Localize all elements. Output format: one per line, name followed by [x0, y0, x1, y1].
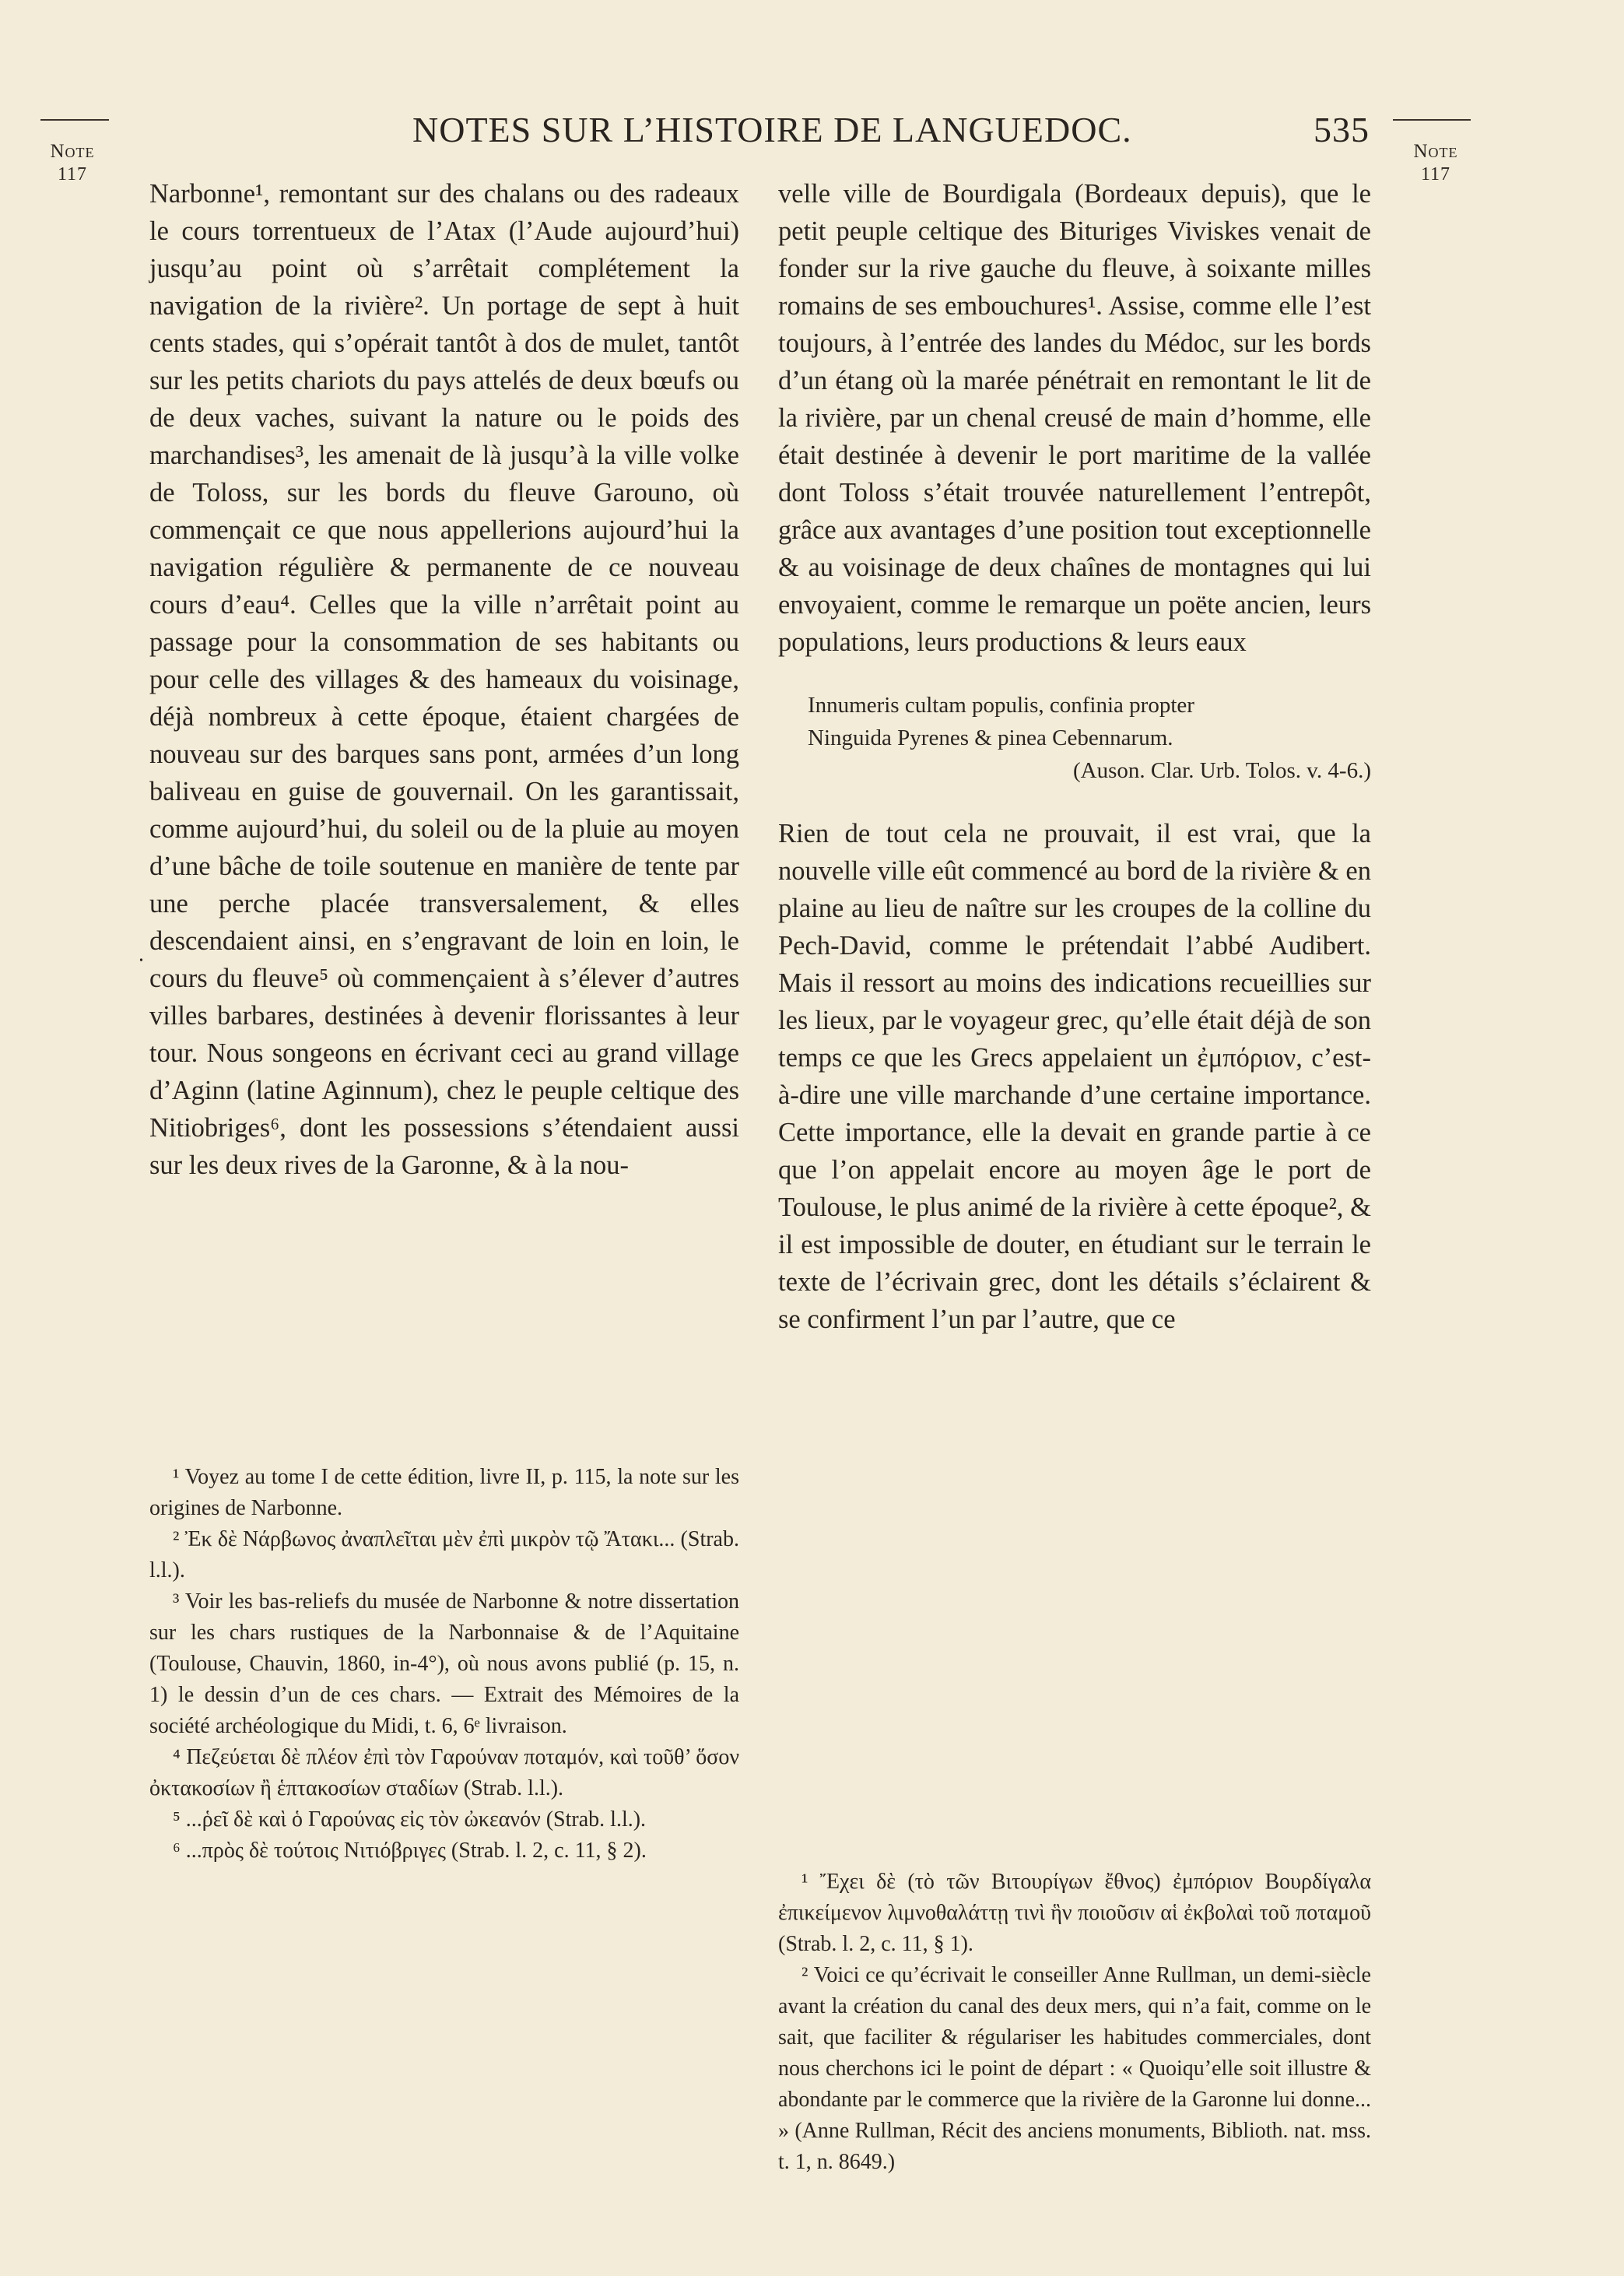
page-number: 535 [1314, 110, 1370, 149]
left-paragraph: Narbonne¹, remontant sur des chalans ou des radeaux le cours torrentueux de l’Atax (l’Aude aujourd’hui) jusqu’au point où s’arrêtait complétement la navigation de la rivière². Un portage de sept à huit cents stades, qui s’opérait tantôt à dos de mulet, tantôt sur les petits chariots du pays attelés de deux bœufs ou de deux vaches, suivant la nature ou le poids des marchandises³, les amenait de là jusqu’à la ville volke de Toloss, sur les bords du fleuve Garouno, où commençait ce que nous appellerions aujourd’hui la navigation régulière & permanente de ce nouveau cours d’eau⁴. Celles que la ville n’arrêtait point au passage pour la consommation de ses habitants ou pour celle des villages & des hameaux du voisinage, déjà nombreux à cette époque, étaient chargées de nouveau sur des barques sans pont, armées d’un long baliveau en guise de gouvernail. On les garantissait, comme aujourd’hui, du soleil ou de la pluie au moyen d’une bâche de toile soutenue en manière de tente par une perche placée transversalement, & elles descendaient ainsi, en s’engravant de loin en loin, le cours du fleuve⁵ où commençaient à s’élever d’autres villes barbares, destinées à devenir florissantes à leur tour. Nous songeons en écrivant ceci au grand village d’Aginn (latine Aginnum), chez le peuple celtique des Nitiobriges⁶, dont les possessions s’étendaient aussi sur les deux rives de la Garonne, & à la nou- [149, 179, 739, 1180]
running-title: NOTES SUR L’HISTOIRE DE LANGUEDOC. [412, 110, 1132, 149]
right-margin-label: Note [1413, 141, 1458, 162]
left-margin-label: Note [50, 141, 95, 162]
left-column [149, 175, 739, 1184]
verse-line-2: Ninguida Pyrenes & pinea Cebennarum. [808, 725, 1173, 750]
verse-quotation [808, 689, 1371, 787]
footnote-left-6: ⁶ ...πρὸς δὲ τούτοις Νιτιόβριγες (Strab. l. 2, c. 11, § 2). [173, 1839, 647, 1863]
footnote-left-4: ⁴ Πεζεύεται δὲ πλέον ἐπὶ τὸν Γαρούναν ποταμόν, καὶ τοῦθ’ ὅσον ὀκτακοσίων ἢ ἑπτακοσίων σταδίων (Strab. l.l.). [149, 1745, 739, 1800]
right-footnotes [778, 1867, 1371, 2178]
left-margin-rule [40, 119, 109, 121]
footnote-left-3: ³ Voir les bas-reliefs du musée de Narbonne & notre dissertation sur les chars rustiques de la Narbonnaise & de l’Aquitaine (Toulouse, Chauvin, 1860, in-4°), où nous avons publié (p. 15, n. 1) le dessin d’un de ces chars. — Extrait des Mémoires de la société archéologique du Midi, t. 6, 6ᵉ livraison. [149, 1589, 739, 1738]
footnote-left-1: ¹ Voyez au tome I de cette édition, livre II, p. 115, la note sur les origines de Narbonne. [149, 1465, 739, 1520]
left-footnotes [149, 1462, 739, 1867]
right-paragraph-1: velle ville de Bourdigala (Bordeaux depuis), que le petit peuple celtique des Bituriges Viviskes venait de fonder sur la rive gauche du fleuve, à soixante milles romains de ses embouchures¹. Assise, comme elle l’est toujours, à l’entrée des landes du Médoc, sur les bords d’un étang où la marée pénétrait en remontant le lit de la rivière, par un chenal creusé de main d’homme, elle était destinée à devenir le port maritime de la vallée dont Toloss s’était trouvée naturellement l’entrepôt, grâce aux avantages d’une position tout exceptionnelle & au voisinage de deux chaînes de montagnes qui lui envoyaient, comme le remarque un poëte ancien, leurs populations, leurs productions & leurs eaux [778, 179, 1371, 657]
verse-source: (Auson. Clar. Urb. Tolos. v. 4-6.) [1072, 758, 1371, 783]
right-column [778, 175, 1371, 1338]
footnote-right-2: ² Voici ce qu’écrivait le conseiller Anne Rullman, un demi-siècle avant la création du canal des deux mers, qui n’a fait, comme on le sait, que faciliter & régulariser les habitudes commerciales, dont nous cherchons ici le point de départ : « Quoiqu’elle soit illustre & abondante par le commerce que la rivière de la Garonne lui donne... » (Anne Rullman, Récit des anciens monuments, Biblioth. nat. mss. t. 1, n. 8649.) [778, 1963, 1371, 2174]
right-margin-rule [1393, 119, 1471, 121]
right-margin-note [1393, 140, 1478, 186]
footnote-right-1: ¹ Ἔχει δὲ (τὸ τῶν Βιτουρίγων ἔθνος) ἐμπόριον Βουρδίγαλα ἐπικείμενον λιμνοθαλάττῃ τινὶ ἣν ποιοῦσιν αἱ ἐκβολαὶ τοῦ ποταμοῦ (Strab. l. 2, c. 11, § 1). [778, 1870, 1371, 1956]
footnote-left-2: ² Ἐκ δὲ Νάρβωνος ἀναπλεῖται μὲν ἐπὶ μικρὸν τῷ Ἄτακι... (Strab. l.l.). [149, 1527, 739, 1582]
verse-line-1: Innumeris cultam populis, confinia propter [808, 693, 1194, 718]
left-margin-note [30, 140, 115, 186]
stray-mark: ⸳ [139, 946, 144, 968]
footnote-left-5: ⁵ ...ῥεῖ δὲ καὶ ὁ Γαρούνας εἰς τὸν ὠκεανόν (Strab. l.l.). [173, 1807, 647, 1832]
right-paragraph-2: Rien de tout cela ne prouvait, il est vrai, que la nouvelle ville eût commencé au bord de la rivière & en plaine au lieu de naître sur les croupes de la colline du Pech-David, comme le prétendait l’abbé Audibert. Mais il ressort au moins des indications recueillies sur les lieux, par le voyageur grec, qu’elle était déjà de son temps ce que les Grecs appelaient un ἐμπόριον, c’est-à-dire une ville marchande d’une certaine importance. Cette importance, elle la devait en grande partie à ce que l’on appelait encore au moyen âge le port de Toulouse, le plus animé de la rivière à cette époque², & il est impossible de douter, en étudiant sur le terrain le texte de l’écrivain grec, dont les détails s’éclairent & se confirment l’un par l’autre, que ce [778, 819, 1371, 1334]
left-margin-number: 117 [57, 164, 88, 184]
right-margin-number: 117 [1420, 164, 1451, 184]
running-head [405, 109, 1370, 156]
